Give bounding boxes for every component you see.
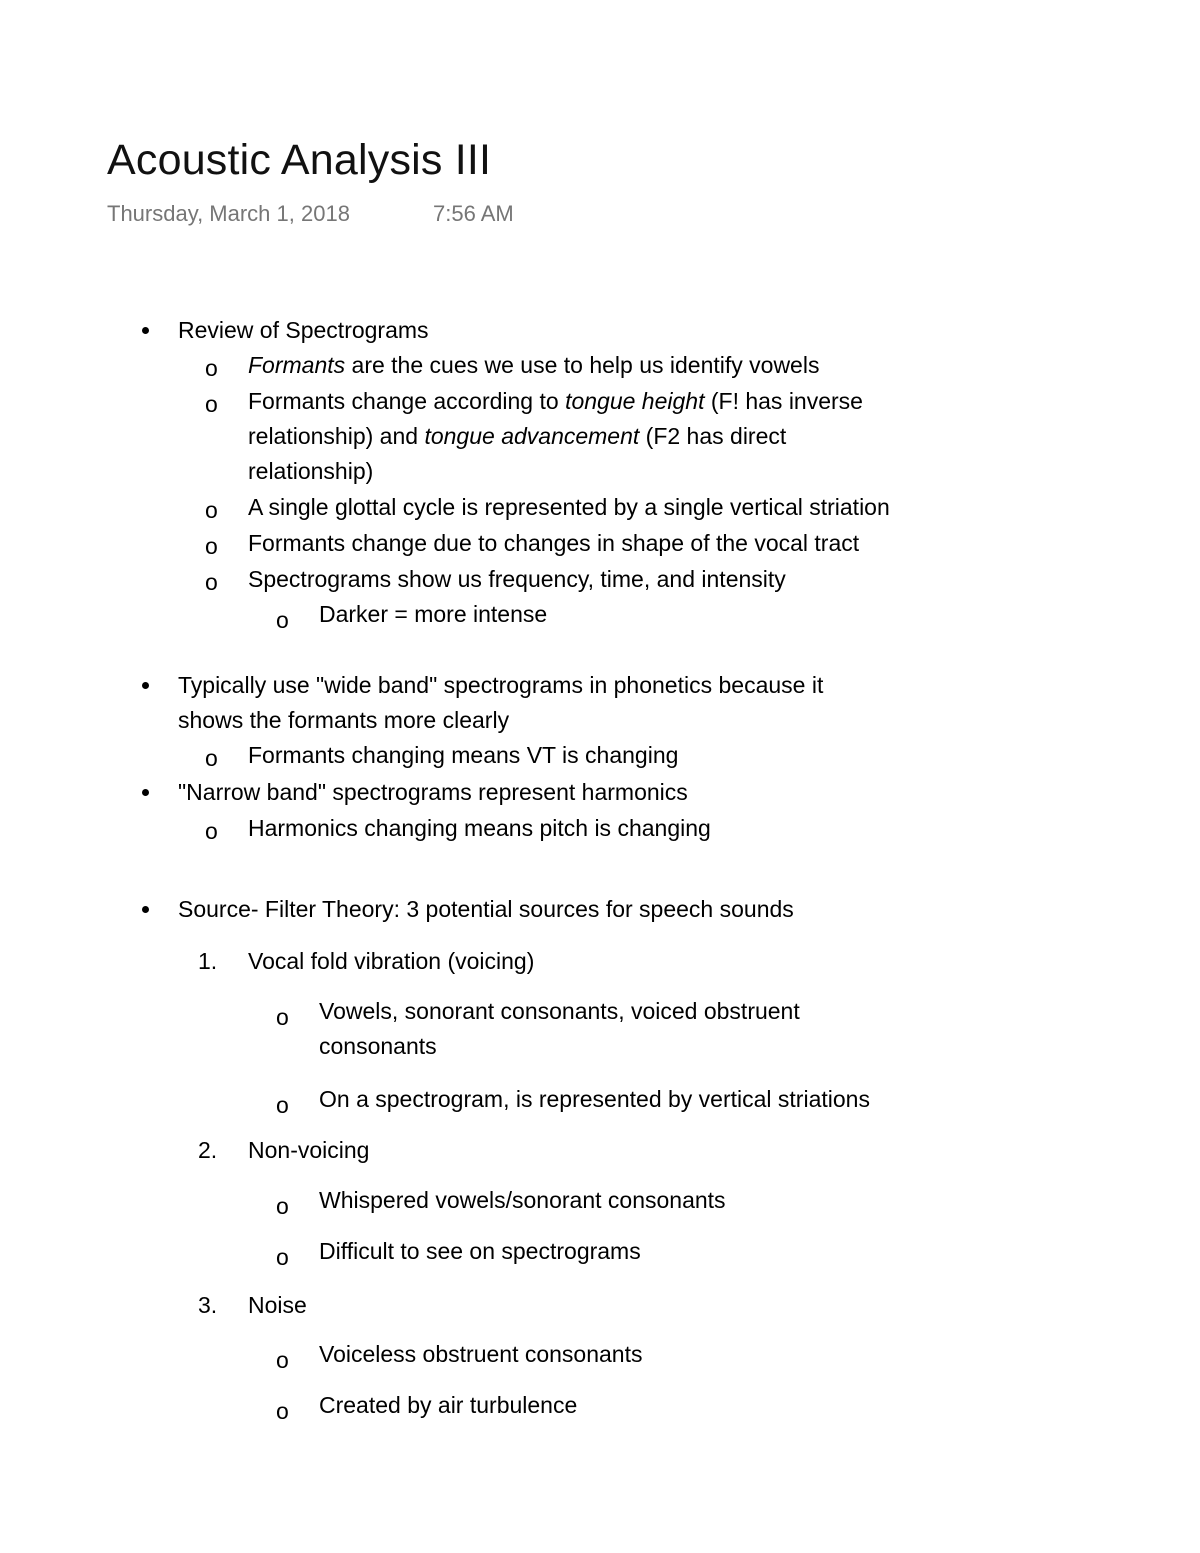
- bullet-icon: [142, 906, 149, 913]
- formants-cue-text: are the cues we use to help us identify vowels: [345, 352, 820, 378]
- list-item-vowels-sonorants-line1: Vowels, sonorant consonants, voiced obstruent: [319, 998, 800, 1024]
- formants-change-text-2: (F! has inverse: [704, 388, 863, 414]
- list-item-wide-band-line1: Typically use "wide band" spectrograms in phonetics because it: [178, 672, 824, 698]
- tongue-height-term: tongue height: [565, 388, 705, 414]
- list-item-wide-band-line2: shows the formants more clearly: [178, 707, 510, 733]
- sub-bullet-marker: o: [276, 1193, 289, 1219]
- formants-term: Formants: [248, 352, 346, 378]
- sub-bullet-marker: o: [205, 391, 218, 417]
- sub-bullet-marker: o: [276, 1004, 289, 1030]
- bullet-icon: [142, 682, 149, 689]
- sub-bullet-marker: o: [205, 533, 218, 559]
- list-item-formants-change-line3: relationship): [248, 458, 374, 484]
- numbered-marker-2: 2.: [198, 1137, 218, 1163]
- list-item-review-spectrograms: Review of Spectrograms: [178, 317, 429, 343]
- list-item-vertical-striations: On a spectrogram, is represented by vertical striations: [319, 1086, 870, 1112]
- list-item-darker-intense: Darker = more intense: [319, 601, 548, 627]
- formants-change-text-4: (F2 has direct: [639, 423, 787, 449]
- sub-bullet-marker: o: [205, 569, 218, 595]
- list-item-spectrograms-show: Spectrograms show us frequency, time, and intensity: [248, 566, 786, 592]
- sub-bullet-marker: o: [205, 745, 218, 771]
- list-item-formants-cue: [248, 348, 819, 384]
- numbered-marker-1: 1.: [198, 948, 218, 974]
- list-item-air-turbulence: Created by air turbulence: [319, 1392, 578, 1418]
- page-date: Thursday, March 1, 2018: [107, 201, 350, 226]
- formants-change-text: Formants change according to: [248, 388, 566, 414]
- list-item-formants-change-line1: [248, 384, 863, 420]
- sub-bullet-marker: o: [205, 355, 218, 381]
- list-item-source-filter: Source- Filter Theory: 3 potential sources for speech sounds: [178, 896, 794, 922]
- bullet-icon: [142, 789, 149, 796]
- sub-sub-bullet-marker: o: [276, 607, 289, 633]
- list-item-whispered-vowels: Whispered vowels/sonorant consonants: [319, 1187, 726, 1213]
- sub-bullet-marker: o: [276, 1092, 289, 1118]
- formants-change-text-3: relationship) and: [248, 423, 425, 449]
- list-item-non-voicing: Non-voicing: [248, 1137, 370, 1163]
- page-time: 7:56 AM: [433, 201, 514, 226]
- list-item-vt-changing: Formants changing means VT is changing: [248, 742, 679, 768]
- list-item-glottal-cycle: A single glottal cycle is represented by a single vertical striation: [248, 494, 890, 520]
- list-item-formants-change-line2: [248, 419, 786, 455]
- sub-bullet-marker: o: [205, 818, 218, 844]
- list-item-difficult-to-see: Difficult to see on spectrograms: [319, 1238, 641, 1264]
- sub-bullet-marker: o: [205, 497, 218, 523]
- sub-bullet-marker: o: [276, 1347, 289, 1373]
- list-item-noise: Noise: [248, 1292, 307, 1318]
- bullet-icon: [142, 327, 149, 334]
- list-item-narrow-band: "Narrow band" spectrograms represent harmonics: [178, 779, 688, 805]
- list-item-pitch-changing: Harmonics changing means pitch is changing: [248, 815, 711, 841]
- sub-bullet-marker: o: [276, 1398, 289, 1424]
- tongue-advancement-term: tongue advancement: [424, 423, 640, 449]
- numbered-marker-3: 3.: [198, 1292, 218, 1318]
- list-item-vocal-fold-vibration: Vocal fold vibration (voicing): [248, 948, 535, 974]
- page-title: Acoustic Analysis III: [107, 136, 492, 184]
- sub-bullet-marker: o: [276, 1244, 289, 1270]
- list-item-vowels-sonorants-line2: consonants: [319, 1033, 437, 1059]
- list-item-vocal-tract-shape: Formants change due to changes in shape of the vocal tract: [248, 530, 860, 556]
- list-item-voiceless-obstruents: Voiceless obstruent consonants: [319, 1341, 643, 1367]
